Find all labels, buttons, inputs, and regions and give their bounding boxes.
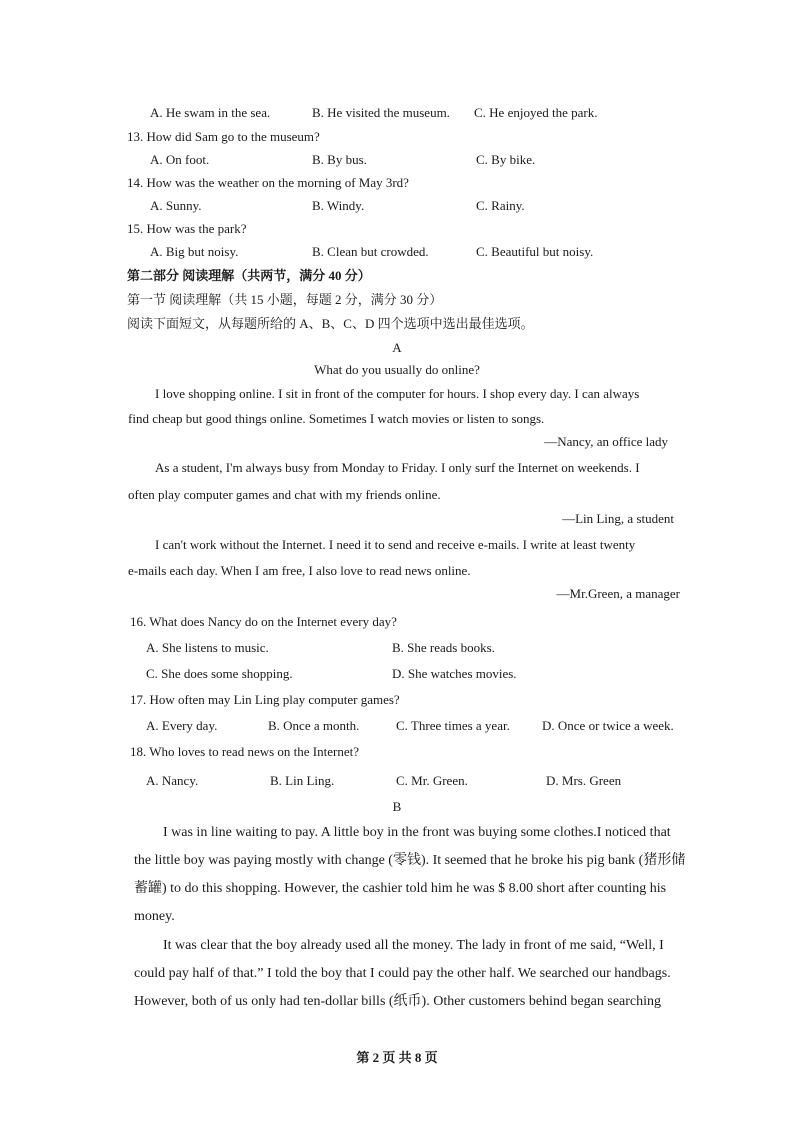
passage-b-line: However, both of us only had ten-dollar bills (纸币). Other customers behind began searching bbox=[134, 994, 662, 1009]
q15-option-b: B. Clean but crowded. bbox=[312, 244, 429, 259]
passage-b-letter: B bbox=[392, 799, 402, 814]
passage-b-line: It was clear that the boy already used all the money. The lady in front of me said, “Well, I bbox=[163, 938, 664, 953]
passage-b-line: I was in line waiting to pay. A little boy in the front was buying some clothes.I noticed that bbox=[163, 825, 671, 840]
passage-b-line: 蓄罐) to do this shopping. However, the cashier told him he was $ 8.00 short after counting his bbox=[134, 881, 667, 896]
q15-stem: 15. How was the park? bbox=[127, 221, 247, 236]
q18-option-b: B. Lin Ling. bbox=[270, 773, 335, 788]
q17-option-b: B. Once a month. bbox=[268, 718, 360, 733]
q17-option-c: C. Three times a year. bbox=[396, 718, 510, 733]
q18-option-a: A. Nancy. bbox=[146, 773, 199, 788]
q18-option-d: D. Mrs. Green bbox=[546, 773, 622, 788]
passage-a-linling-line: often play computer games and chat with my friends online. bbox=[128, 487, 441, 502]
part2-heading: 第二部分 阅读理解（共两节，满分 40 分） bbox=[127, 268, 371, 283]
passage-b-line: could pay half of that.” I told the boy that I could pay the other half. We searched our handbags. bbox=[134, 966, 671, 981]
passage-a-green-line: e-mails each day. When I am free, I also love to read news online. bbox=[128, 563, 471, 578]
q18-stem: 18. Who loves to read news on the Internet? bbox=[130, 744, 359, 759]
passage-a-green-signature: —Mr.Green, a manager bbox=[556, 586, 680, 601]
q16-option-a: A. She listens to music. bbox=[146, 640, 269, 655]
passage-a-title: What do you usually do online? bbox=[314, 362, 480, 377]
q17-option-a: A. Every day. bbox=[146, 718, 218, 733]
passage-a-linling-signature: —Lin Ling, a student bbox=[562, 511, 674, 526]
q16-stem: 16. What does Nancy do on the Internet every day? bbox=[130, 614, 397, 629]
page-footer: 第 2 页 共 8 页 bbox=[356, 1050, 438, 1065]
q12-option-a: A. He swam in the sea. bbox=[150, 105, 271, 120]
q14-option-c: C. Rainy. bbox=[476, 198, 525, 213]
q14-option-a: A. Sunny. bbox=[150, 198, 202, 213]
q17-option-d: D. Once or twice a week. bbox=[542, 718, 674, 733]
passage-b-line: the little boy was paying mostly with change (零钱). It seemed that he broke his pig bank (猪形储 bbox=[134, 853, 686, 868]
q17-stem: 17. How often may Lin Ling play computer games? bbox=[130, 692, 400, 707]
passage-a-nancy-line: find cheap but good things online. Sometimes I watch movies or listen to songs. bbox=[128, 411, 545, 426]
q13-option-a: A. On foot. bbox=[150, 152, 210, 167]
q18-option-c: C. Mr. Green. bbox=[396, 773, 468, 788]
q16-option-c: C. She does some shopping. bbox=[146, 666, 293, 681]
q13-option-b: B. By bus. bbox=[312, 152, 367, 167]
q16-option-b: B. She reads books. bbox=[392, 640, 495, 655]
q15-option-c: C. Beautiful but noisy. bbox=[476, 244, 594, 259]
q15-option-a: A. Big but noisy. bbox=[150, 244, 239, 259]
q14-option-b: B. Windy. bbox=[312, 198, 365, 213]
q13-stem: 13. How did Sam go to the museum? bbox=[127, 129, 320, 144]
q14-stem: 14. How was the weather on the morning of May 3rd? bbox=[127, 175, 409, 190]
passage-a-nancy-signature: —Nancy, an office lady bbox=[544, 434, 668, 449]
passage-a-nancy-line: I love shopping online. I sit in front of the computer for hours. I shop every day. I can always bbox=[155, 386, 640, 401]
passage-a-letter: A bbox=[392, 340, 402, 355]
q13-option-c: C. By bike. bbox=[476, 152, 536, 167]
instruction: 阅读下面短文，从每题所给的 A、B、C、D 四个选项中选出最佳选项。 bbox=[127, 316, 534, 331]
passage-a-green-line: I can't work without the Internet. I need it to send and receive e-mails. I write at least twenty bbox=[155, 537, 636, 552]
passage-b-line: money. bbox=[134, 909, 175, 924]
section1-heading: 第一节 阅读理解（共 15 小题，每题 2 分，满分 30 分） bbox=[127, 292, 443, 307]
q16-option-d: D. She watches movies. bbox=[392, 666, 517, 681]
q12-option-c: C. He enjoyed the park. bbox=[474, 105, 598, 120]
passage-a-linling-line: As a student, I'm always busy from Monday to Friday. I only surf the Internet on weekends. I bbox=[155, 460, 640, 475]
q12-option-b: B. He visited the museum. bbox=[312, 105, 450, 120]
